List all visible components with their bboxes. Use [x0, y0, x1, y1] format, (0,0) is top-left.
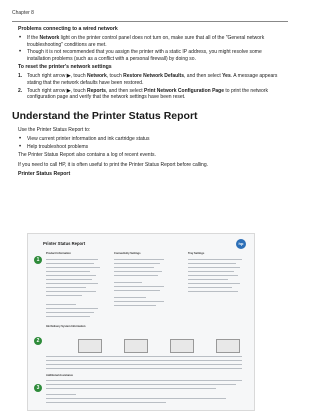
report-ink-heading: Ink Delivery System Information	[46, 325, 86, 328]
callout-2: 2	[34, 337, 42, 345]
reset-heading: To reset the printer's network settings	[18, 64, 112, 70]
report-title: Printer Status Report	[43, 241, 86, 246]
wired-bullets	[18, 35, 280, 62]
report-product-info-heading: Product Information	[46, 252, 71, 255]
page-content	[12, 26, 280, 181]
reset-step-1: 1. Touch right arrow ▶, touch Network, touch Restore Network Defaults, and then select Yes. A message appears stating that the network defaults have been restored.	[18, 73, 278, 86]
status-bullets	[18, 136, 280, 150]
header-rule	[12, 21, 288, 22]
wired-bullet-2: • Though it is not recommended that you assign the printer with a static IP address, you might resolve some installation problems (such as a conflict with a personal firewall) by doing so.	[18, 49, 280, 62]
ink-bar-1	[78, 339, 102, 353]
wired-bullet-1: • If the Network light on the printer control panel does not turn on, make sure that all of the "General network troubleshooting" conditions are met.	[18, 35, 280, 48]
right-arrow-icon: ▶	[66, 87, 71, 94]
ink-bar-3	[170, 339, 194, 353]
reset-step-2: 2. Touch right arrow ▶, touch Reports, and then select Print Network Configuration Page to print the network configuration page and verify that the network settings have been reset.	[18, 87, 268, 100]
reset-steps	[18, 73, 280, 101]
report-connectivity-heading: Connectivity Settings	[114, 252, 141, 255]
right-arrow-icon: ▶	[66, 73, 71, 79]
printer-status-report-image	[27, 233, 255, 411]
status-bullet-2: • Help troubleshoot problems	[18, 144, 280, 151]
report-assistance-heading: Additional Assistance	[46, 374, 73, 377]
network-term: Network	[39, 35, 60, 41]
status-para-2: If you need to call HP, it is often useful to print the Printer Status Report before calling.	[18, 161, 209, 168]
hp-logo-icon: hp	[236, 239, 246, 249]
ink-level-bars	[58, 331, 238, 353]
callout-3: 3	[34, 384, 42, 392]
status-intro: Use the Printer Status Report to:	[18, 126, 91, 133]
callout-1: 1	[34, 256, 42, 264]
status-para-1: The Printer Status Report also contains a log of recent events.	[18, 152, 156, 158]
ink-bar-2	[124, 339, 148, 353]
status-bullet-1: • View current printer information and ink cartridge status	[18, 136, 280, 143]
chapter-header: Chapter 8	[12, 10, 34, 16]
ink-bar-4	[216, 339, 240, 353]
figure-label: Printer Status Report	[18, 171, 71, 177]
status-report-heading: Understand the Printer Status Report	[12, 109, 198, 122]
report-tray-heading: Tray Settings	[188, 252, 205, 255]
wired-heading: Problems connecting to a wired network	[18, 26, 118, 32]
